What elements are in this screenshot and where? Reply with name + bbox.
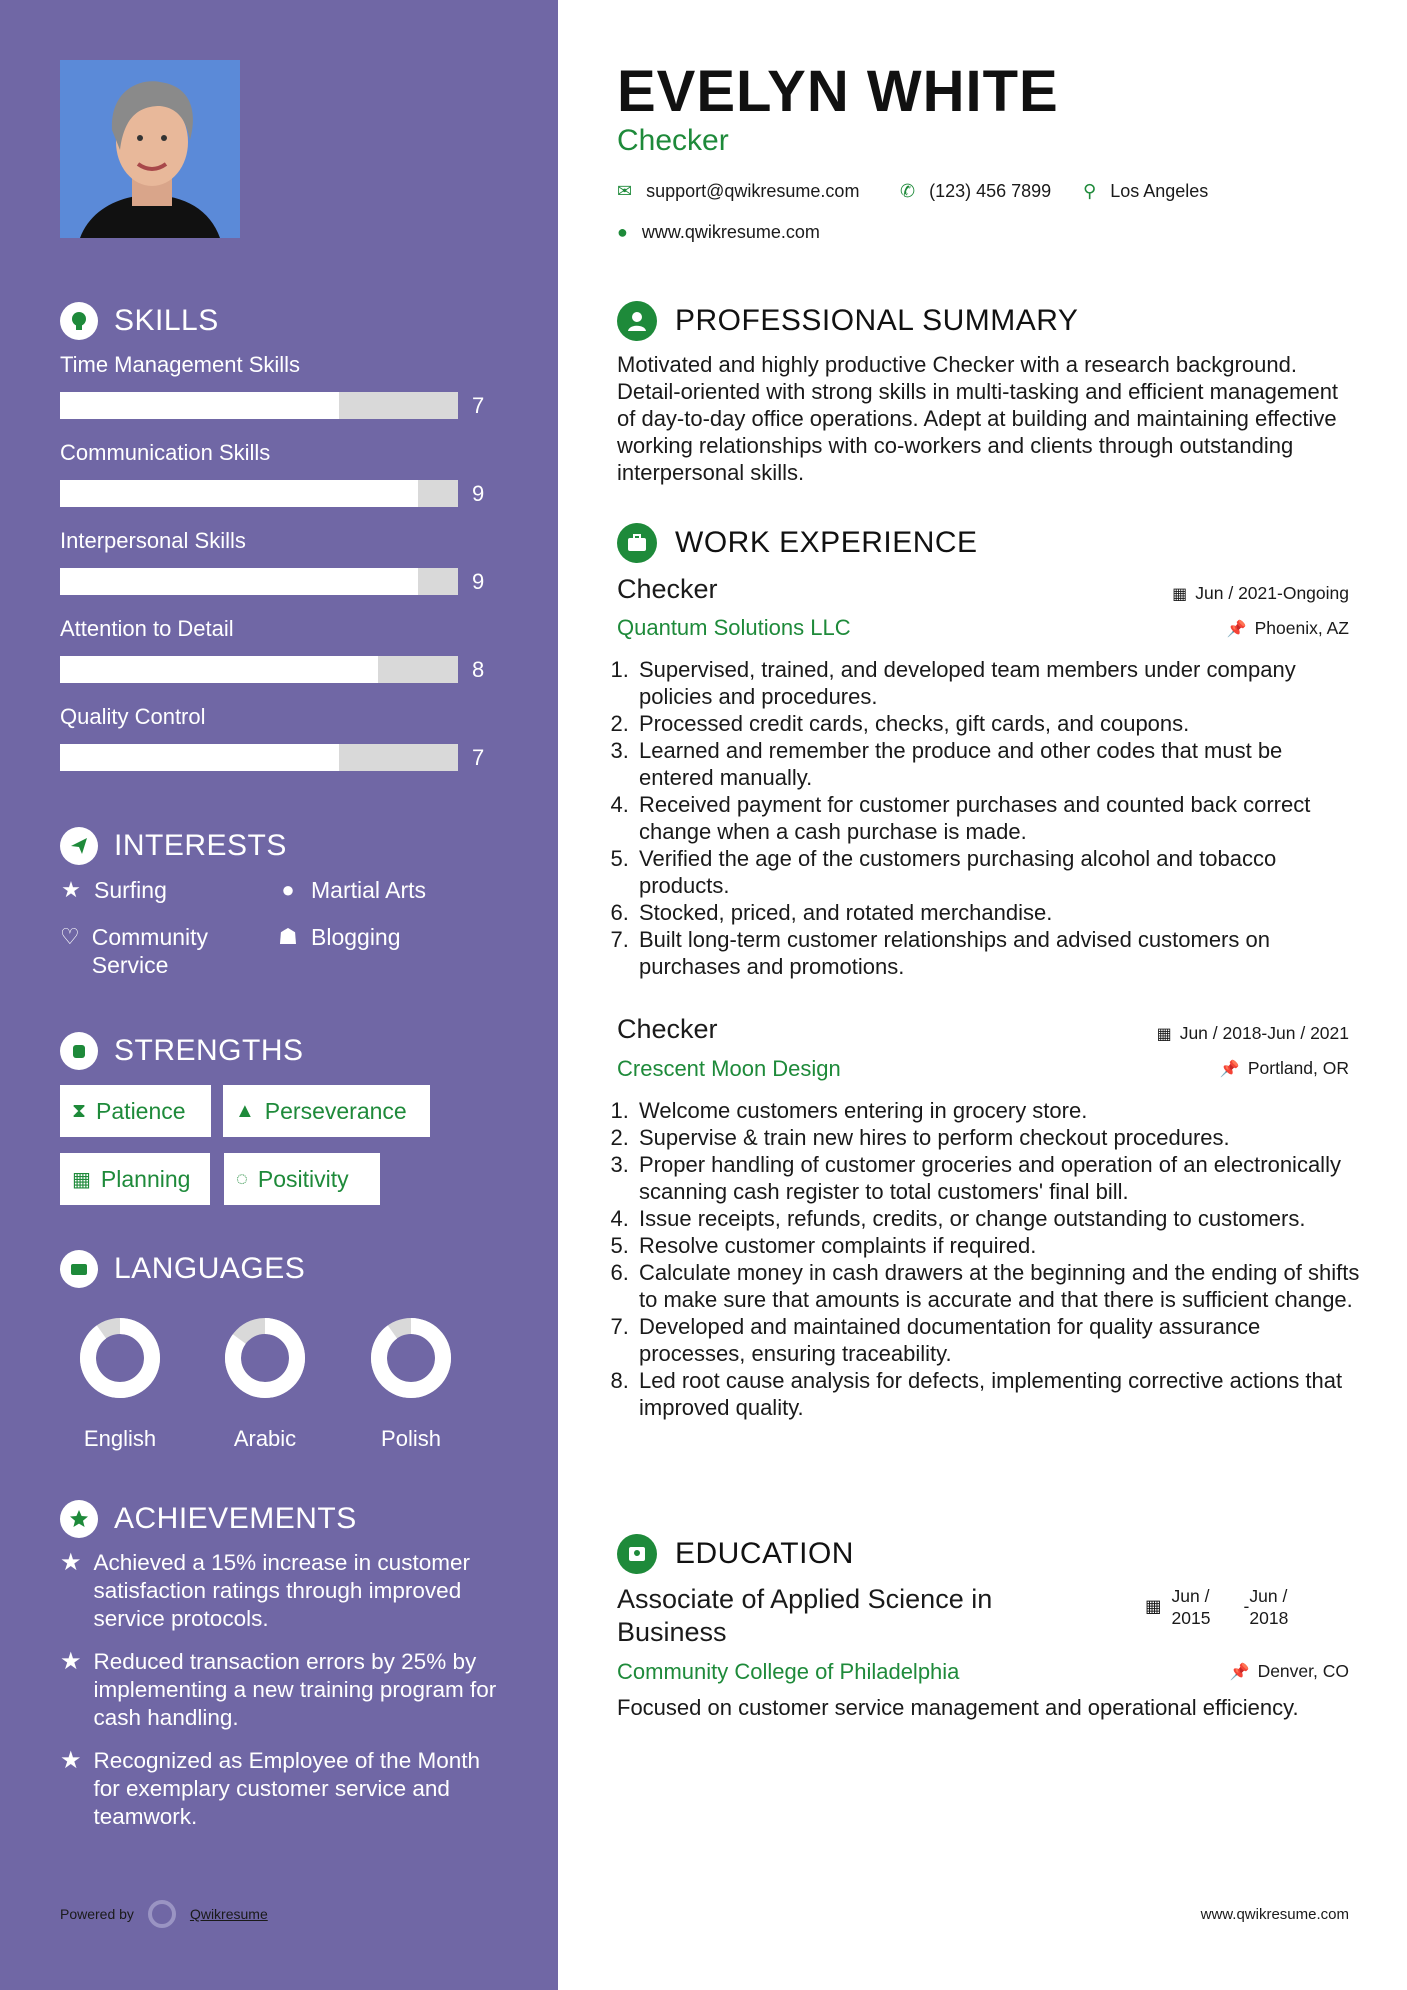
achievement-item: ★ Recognized as Employee of the Month for exemplary customer service and teamwork. bbox=[60, 1747, 480, 1829]
sidebar bbox=[0, 0, 558, 1990]
hourglass-icon: ⧗ bbox=[72, 1099, 87, 1122]
duty-item: 6. Calculate money in cash drawers at the beginning and the ending of shifts to make sure that amounts is accurate and that there is sufficient change. bbox=[635, 1259, 1362, 1313]
contact-email[interactable]: ✉ support@qwikresume.com bbox=[617, 181, 860, 201]
duty-item: 8. Led root cause analysis for defects, implementing corrective actions that improved quality. bbox=[635, 1367, 1362, 1421]
skill-bar bbox=[60, 568, 458, 595]
duty-item: 5. Verified the age of the customers purchasing alcohol and tobacco products. bbox=[635, 845, 1362, 899]
users-icon: ☗ bbox=[278, 924, 298, 949]
duty-item: 2. Supervise & train new hires to perform checkout procedures. bbox=[635, 1124, 1362, 1151]
education-location: 📌 Denver, CO bbox=[1229, 1661, 1349, 1681]
strength-badge: ▦ Planning bbox=[60, 1153, 210, 1205]
contact-website[interactable]: ● www.qwikresume.com bbox=[617, 222, 820, 242]
summary-text: Motivated and highly productive Checker with a research background. Detail-oriented with strong skills in multi-tasking and efficient management of day-to-day office operations. Adept at building and maintaining effective working relationships with co-workers and clients through outstanding interpersonal skills. bbox=[617, 352, 1339, 485]
phone-icon: ✆ bbox=[900, 181, 916, 201]
qwikresume-logo-icon bbox=[148, 1900, 176, 1928]
duty-item: 1. Welcome customers entering in grocery store. bbox=[635, 1097, 1362, 1124]
summary-heading: PROFESSIONAL SUMMARY bbox=[617, 301, 1078, 341]
qwikresume-link[interactable]: Qwikresume bbox=[189, 1906, 268, 1922]
languages-heading: LANGUAGES bbox=[60, 1250, 305, 1288]
job-dates: ▦ Jun / 2018-Jun / 2021 bbox=[1156, 1023, 1349, 1043]
duty-item: 4. Received payment for customer purchases and counted back correct change when a cash purchase is made. bbox=[635, 791, 1362, 845]
skill-value: 9 bbox=[472, 481, 485, 506]
fist-icon bbox=[60, 1032, 98, 1070]
profile-photo bbox=[60, 60, 240, 238]
achievement-item: ★ Reduced transaction errors by 25% by implementing a new training program for cash handling. bbox=[60, 1648, 497, 1730]
pin-icon: 📌 bbox=[1219, 1060, 1240, 1078]
job-duties bbox=[612, 656, 1362, 980]
language-item: Polish bbox=[361, 1316, 461, 1452]
calendar-icon: ▦ bbox=[72, 1168, 91, 1191]
skill-value: 8 bbox=[472, 657, 485, 682]
job-title: Checker bbox=[617, 1014, 718, 1044]
skills-heading: SKILLS bbox=[60, 302, 219, 340]
user-icon bbox=[617, 301, 657, 341]
language-ring-fill bbox=[379, 1326, 443, 1390]
education-dates: ▦ Jun / 2015 - Jun / 2018 bbox=[1145, 1586, 1289, 1628]
hands-icon: ♡ bbox=[60, 924, 80, 949]
map-marker-icon: ⚲ bbox=[1083, 181, 1097, 201]
strength-badge: ◌ Positivity bbox=[224, 1153, 380, 1205]
star-burst-icon: ★ bbox=[60, 1648, 82, 1675]
job-location: 📌 Phoenix, AZ bbox=[1226, 618, 1349, 638]
job-location: 📌 Portland, OR bbox=[1219, 1058, 1349, 1078]
calendar-icon: ▦ bbox=[1145, 1596, 1162, 1616]
job-duties bbox=[612, 1097, 1362, 1421]
skill-value: 7 bbox=[472, 745, 485, 770]
lightbulb-icon bbox=[60, 302, 98, 340]
skill-name: Interpersonal Skills bbox=[60, 528, 246, 553]
globe-icon: ● bbox=[281, 877, 295, 902]
skill-name: Time Management Skills bbox=[60, 352, 301, 377]
skill-bar bbox=[60, 656, 458, 683]
star-burst-icon: ★ bbox=[60, 1549, 82, 1576]
language-ring bbox=[223, 1316, 307, 1400]
graduation-icon bbox=[617, 1534, 657, 1574]
experience-heading: WORK EXPERIENCE bbox=[617, 523, 978, 563]
interests-heading: INTERESTS bbox=[60, 827, 287, 865]
skill-value: 9 bbox=[472, 569, 485, 594]
contact-phone: ✆ (123) 456 7899 bbox=[900, 181, 1052, 201]
pin-icon: 📌 bbox=[1226, 620, 1247, 638]
education-degree: Associate of Applied Science in Business bbox=[617, 1584, 993, 1647]
skill-bar bbox=[60, 392, 458, 419]
education-description: Focused on customer service management and operational efficiency. bbox=[617, 1695, 1299, 1720]
skill-name: Communication Skills bbox=[60, 440, 271, 465]
skill-value: 7 bbox=[472, 393, 485, 418]
duty-item: 1. Supervised, trained, and developed team members under company policies and procedures. bbox=[635, 656, 1362, 710]
duty-item: 5. Resolve customer complaints if required. bbox=[635, 1232, 1362, 1259]
briefcase-icon bbox=[617, 523, 657, 563]
language-item: English bbox=[70, 1316, 170, 1452]
footer-url[interactable]: www.qwikresume.com bbox=[1200, 1906, 1349, 1923]
job-company: Crescent Moon Design bbox=[617, 1056, 841, 1081]
paper-plane-icon bbox=[60, 827, 98, 865]
duty-item: 2. Processed credit cards, checks, gift cards, and coupons. bbox=[635, 710, 1362, 737]
circle-notch-icon: ◌ bbox=[236, 1167, 248, 1190]
interest-item: ★ Surfing bbox=[61, 877, 167, 903]
star-badge-icon bbox=[60, 1500, 98, 1538]
duty-item: 4. Issue receipts, refunds, credits, or change outstanding to customers. bbox=[635, 1205, 1362, 1232]
candidate-role: Checker bbox=[617, 124, 729, 157]
language-ring-fill bbox=[88, 1326, 152, 1390]
language-icon bbox=[60, 1250, 98, 1288]
calendar-icon: ▦ bbox=[1156, 1025, 1172, 1043]
language-item: Arabic bbox=[215, 1316, 315, 1452]
candidate-name: EVELYN WHITE bbox=[617, 59, 1059, 124]
calendar-icon: ▦ bbox=[1172, 585, 1188, 603]
duty-item: 3. Proper handling of customer groceries and operation of an electronically scanning cash register to total customers' final bill. bbox=[635, 1151, 1362, 1205]
strengths-heading: STRENGTHS bbox=[60, 1032, 304, 1070]
strength-badge: ⧗ Patience bbox=[60, 1085, 211, 1137]
achievements-heading: ACHIEVEMENTS bbox=[60, 1500, 357, 1538]
achievement-item: ★ Achieved a 15% increase in customer satisfaction ratings through improved service protocols. bbox=[60, 1549, 470, 1631]
strength-badge: ▲ Perseverance bbox=[223, 1085, 430, 1137]
skill-name: Quality Control bbox=[60, 704, 206, 729]
education-school: Community College of Philadelphia bbox=[617, 1659, 960, 1684]
interest-item: ☗ Blogging bbox=[278, 924, 401, 950]
globe-icon: ● bbox=[617, 222, 628, 242]
pin-icon: 📌 bbox=[1229, 1663, 1250, 1681]
duty-item: 6. Stocked, priced, and rotated merchandise. bbox=[635, 899, 1362, 926]
interest-item: ● Martial Arts bbox=[277, 876, 426, 904]
star-icon: ★ bbox=[61, 877, 81, 902]
envelope-icon: ✉ bbox=[617, 181, 633, 201]
road-icon: ▲ bbox=[235, 1099, 255, 1122]
skill-bar bbox=[60, 480, 458, 507]
duty-item: 7. Built long-term customer relationships and advised customers on purchases and promotions. bbox=[635, 926, 1362, 980]
duty-item: 3. Learned and remember the produce and other codes that must be entered manually. bbox=[635, 737, 1362, 791]
job-dates: ▦ Jun / 2021-Ongoing bbox=[1172, 583, 1349, 603]
skill-bar bbox=[60, 744, 458, 771]
star-burst-icon: ★ bbox=[60, 1747, 82, 1774]
interest-item: ♡ Community Service bbox=[60, 924, 209, 978]
language-ring bbox=[78, 1316, 162, 1400]
skill-name: Attention to Detail bbox=[60, 616, 234, 641]
language-ring bbox=[369, 1316, 453, 1400]
education-heading: EDUCATION bbox=[617, 1534, 854, 1574]
contact-location: ⚲ Los Angeles bbox=[1083, 181, 1209, 201]
job-company: Quantum Solutions LLC bbox=[617, 615, 851, 640]
job-title: Checker bbox=[617, 574, 718, 604]
powered-by: Powered by Qwikresume bbox=[60, 1900, 268, 1928]
duty-item: 7. Developed and maintained documentation for quality assurance processes, ensuring traceability. bbox=[635, 1313, 1362, 1367]
